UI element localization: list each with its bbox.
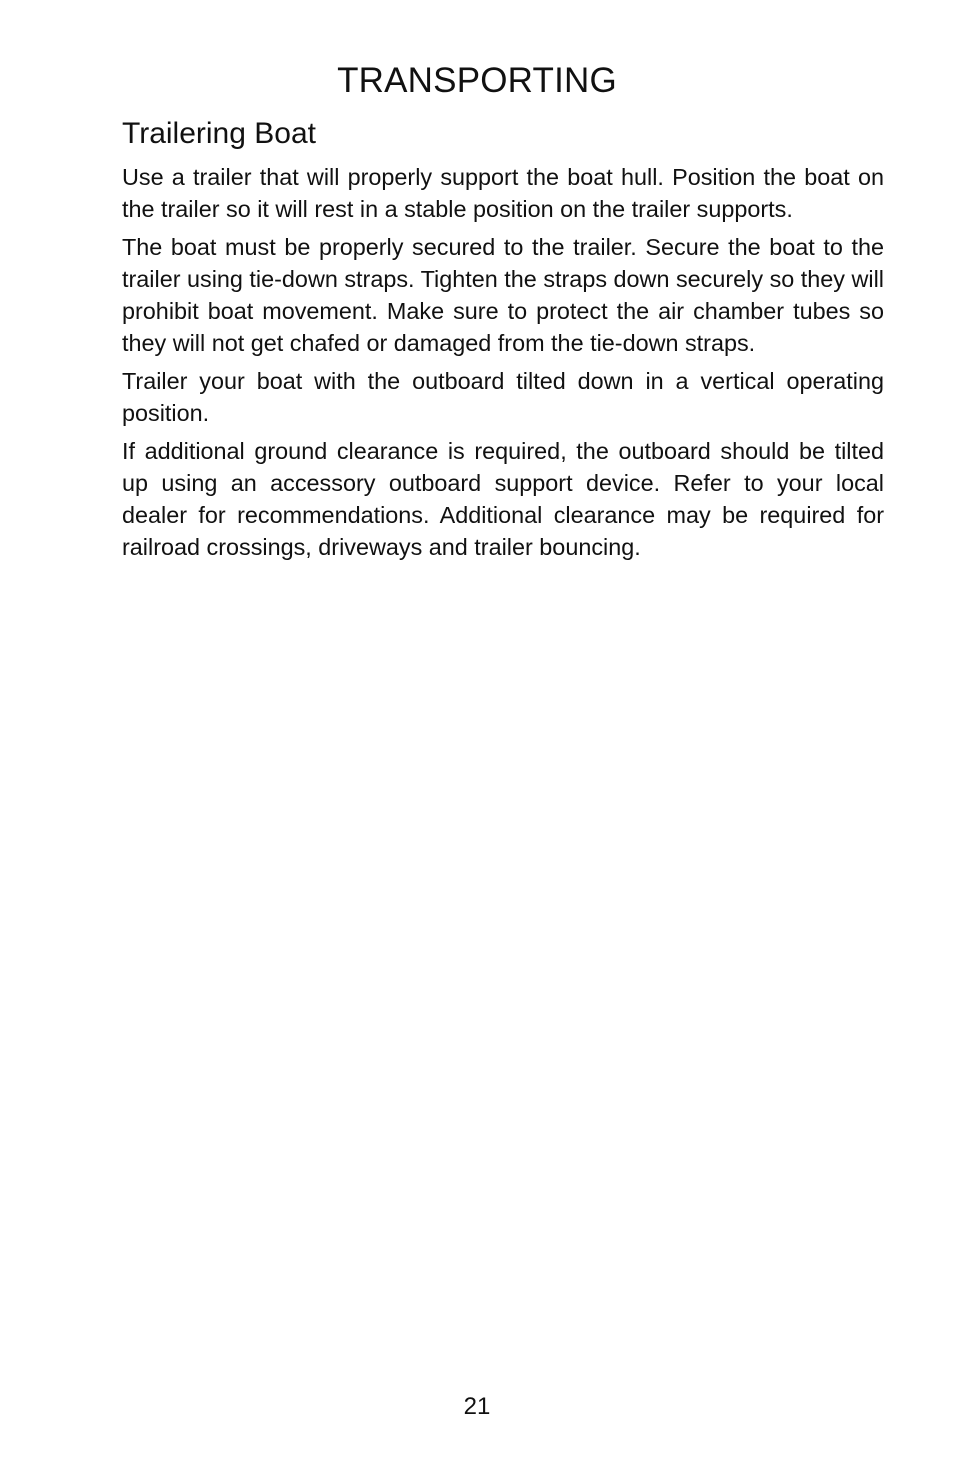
paragraph-trailer-support: Use a trailer that will properly support the boat hull. Position the boat on the trailer so it will rest in a stable position on the trailer supports.: [122, 164, 884, 222]
paragraph-outboard-tilted-down: Trailer your boat with the outboard tilted down in a vertical operating position.: [122, 368, 884, 426]
page-number: 21: [463, 1393, 491, 1420]
body-text: [122, 161, 884, 569]
section-title: TRANSPORTING: [337, 61, 617, 100]
paragraph-secure-boat: The boat must be properly secured to the trailer. Secure the boat to the trailer using tie-down straps. Tighten the straps down securely so they will prohibit boat movement. Make sure to protect the air chamber tubes so they will not get chafed or damaged from the tie-down straps.: [122, 234, 884, 356]
paragraph-ground-clearance: If additional ground clearance is required, the outboard should be tilted up using an accessory outboard support device. Refer to your local dealer for recommendations. Additional clearance may be required for railroad crossings, driveways and trailer bouncing.: [122, 438, 884, 560]
subsection-title: Trailering Boat: [122, 117, 316, 150]
